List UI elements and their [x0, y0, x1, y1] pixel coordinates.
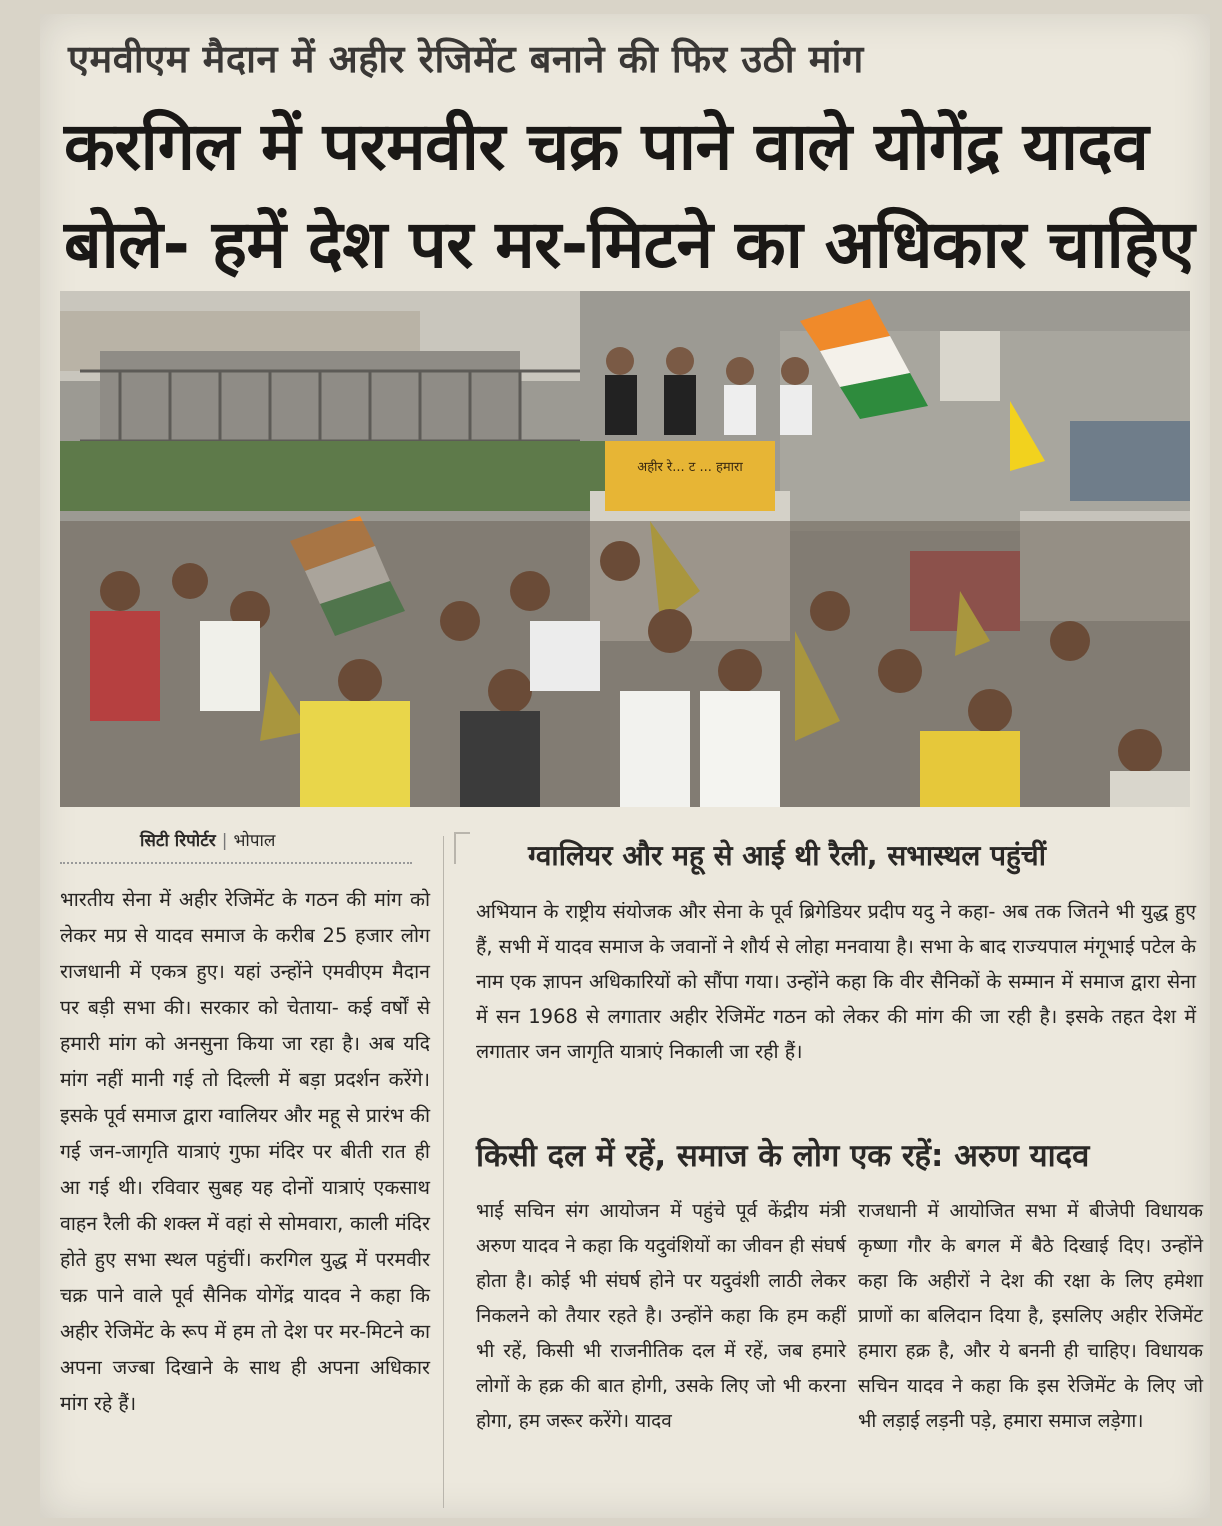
column-divider	[443, 836, 444, 1508]
byline	[140, 828, 275, 851]
subhead-bracket	[454, 832, 470, 864]
subheading-rally: ग्वालियर और महू से आई थी रैली, सभास्थल पहुंचीं	[528, 839, 1046, 872]
rally-photo	[60, 291, 1190, 807]
byline-separator: |	[221, 831, 228, 851]
headline-line-1: करगिल में परमवीर चक्र पाने वाले योगेंद्र यादव	[64, 108, 1149, 185]
byline-city: भोपाल	[233, 831, 276, 851]
headline-line-2: बोले- हमें देश पर मर-मिटने का अधिकार चाहिए	[64, 206, 1195, 283]
middle-paragraph: अभियान के राष्ट्रीय संयोजक और सेना के पूर्व ब्रिगेडियर प्रदीप यदु ने कहा- अब तक जितने भी युद्ध हुए हैं, सभी में यादव समाज के जवानों ने शौर्य से लोहा मनवाया है। सभा के बाद राज्यपाल मंगूभाई पटेल के नाम एक ज्ञापन अधिकारियों को सौंपा गया। उन्होंने कहा कि वीर सैनिकों के सम्मान में समाज द्वारा सेना में सन 1968 से लगातार अहीर रेजिमेंट गठन को लेकर की मांग की जा रही है। इसके तहत देश में लगातार जन जागृति यात्राएं निकाली जा रही हैं।	[476, 900, 1196, 1063]
newspaper-page	[40, 14, 1210, 1518]
dotted-divider	[60, 862, 412, 864]
left-column-text: भारतीय सेना में अहीर रेजिमेंट के गठन की मांग को लेकर मप्र से यादव समाज के करीब 25 हजार लोग राजधानी में एकत्र हुए। यहां उन्होंने एमवीएम मैदान पर बड़ी सभा की। सरकार को चेताया- कई वर्षों से हमारी मांग को अनसुना किया जा रहा है। अब यदि मांग नहीं मानी गई तो दिल्ली में बड़ा प्रदर्शन करेंगे। इसके पूर्व समाज द्वारा ग्वालियर और महू से प्रारंभ की गई जन-जागृति यात्राएं गुफा मंदिर पर बीती रात ही आ गई थी। रविवार सुबह यह दोनों यात्राएं एकसाथ वाहन रैली की शक्ल में वहां से सोमवारा, काली मंदिर होते हुए सभा स्थल पहुंचीं। करगिल युद्ध में परमवीर चक्र पाने वाले पूर्व सैनिक योगेंद्र यादव ने कहा कि अहीर रेजिमेंट के रूप में हम तो देश पर मर-मिटने का अपना जज्बा दिखाने के साथ ही अपना अधिकार मांग रहे हैं।	[60, 888, 430, 1415]
bottom-column-left: भाई सचिन संग आयोजन में पहुंचे पूर्व केंद्रीय मंत्री अरुण यादव ने कहा कि यदुवंशियों का जीवन ही संघर्ष होता है। कोई भी संघर्ष होने पर यदुवंशी लाठी लेकर निकलने को तैयार रहते है। उन्होंने कहा कि हम कहीं भी रहें, किसी भी राजनीतिक दल में रहें, जब हमारे लोगों के हक्र की बात होगी, उसके लिए जो भी करना होगा, हम जरूर करेंगे। यादव	[476, 1200, 846, 1432]
banner-text: अहीर रे... ट ... हमारा	[637, 460, 743, 475]
subheading-arun-yadav: किसी दल में रहें, समाज के लोग एक रहें: अरुण यादव	[476, 1138, 1090, 1174]
byline-reporter: सिटी रिपोर्टर	[140, 831, 216, 851]
bottom-column-right: राजधानी में आयोजित सभा में बीजेपी विधायक कृष्णा गौर के बगल में बैठे दिखाई दिए। उन्होंने कहा कि अहीरों ने देश की रक्षा के लिए हमेशा प्राणों का बलिदान दिया है, इसलिए अहीर रेजिमेंट हमारा हक्र है, और ये बननी ही चाहिए। विधायक सचिन यादव ने कहा कि इस रेजिमेंट के लिए जो भी लड़ाई लड़नी पड़े, हमारा समाज लड़ेगा।	[858, 1200, 1203, 1432]
kicker-headline: एमवीएम मैदान में अहीर रेजिमेंट बनाने की फिर उठी मांग	[68, 37, 864, 81]
main-headline	[64, 98, 1195, 294]
